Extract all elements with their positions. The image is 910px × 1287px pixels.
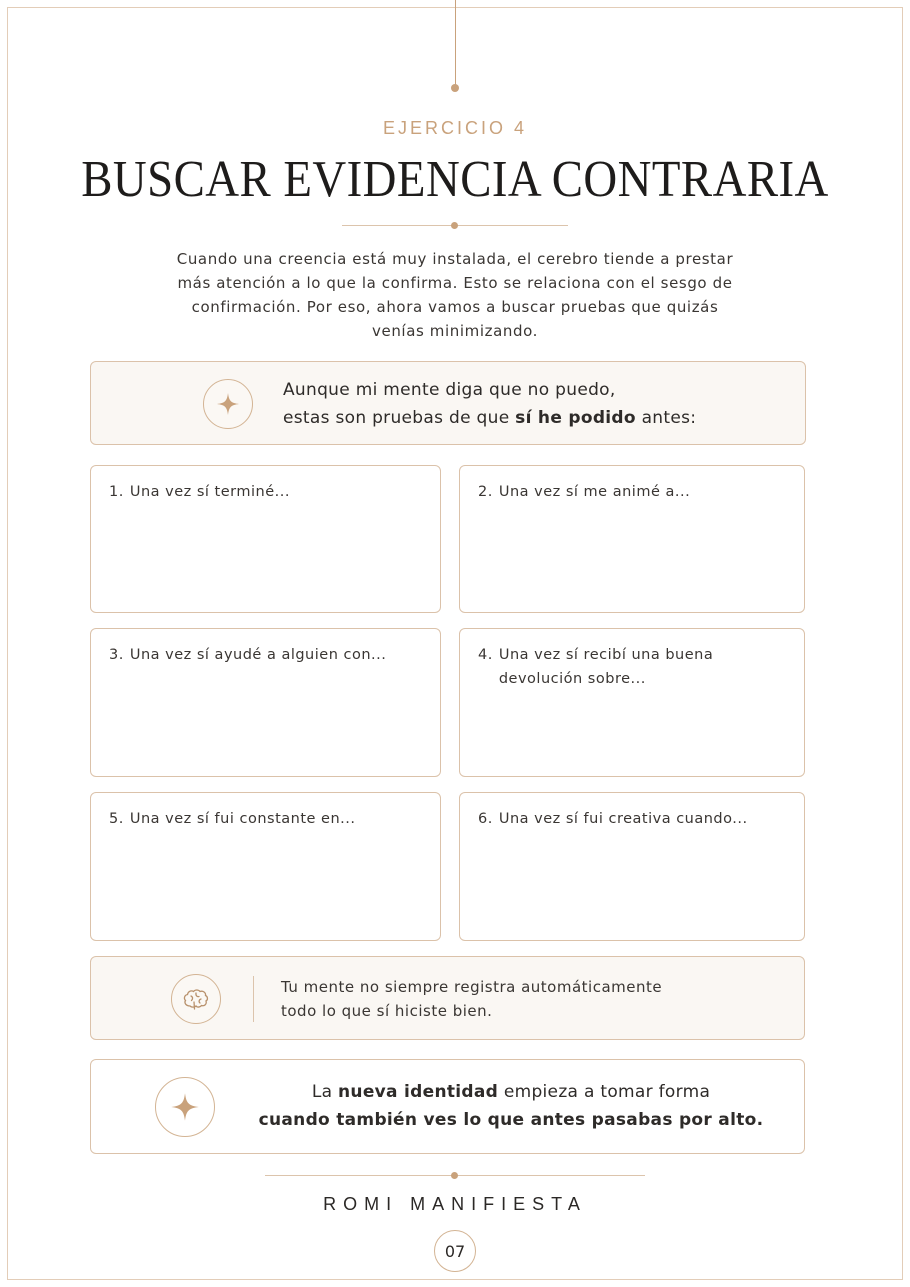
affirmation-line-1: Aunque mi mente diga que no puedo, (283, 380, 616, 400)
evidence-box-2[interactable] (459, 465, 805, 613)
closing-line-2: cuando también ves lo que antes pasabas por alto. (258, 1110, 764, 1130)
sparkle-icon (155, 1077, 215, 1137)
evidence-prompt: 2. Una vez sí me animé a... (478, 484, 691, 500)
evidence-prompt: 6. Una vez sí fui creativa cuando... (478, 811, 748, 827)
evidence-box-6[interactable] (459, 792, 805, 941)
tip-text (281, 975, 662, 1023)
page-title: BUSCAR EVIDENCIA CONTRARIA (81, 151, 829, 208)
evidence-box-5[interactable] (90, 792, 441, 941)
hanging-line (455, 0, 456, 86)
affirmation-text (283, 376, 696, 432)
tip-line-2: todo lo que sí hiciste bien. (281, 1002, 493, 1020)
footer-divider-dot (451, 1172, 458, 1179)
intro-line: confirmación. Por eso, ahora vamos a buscar pruebas que quizás (191, 298, 719, 316)
evidence-prompt: 3. Una vez sí ayudé a alguien con... (109, 647, 387, 663)
tip-panel (90, 956, 805, 1040)
exercise-kicker: EJERCICIO 4 (382, 118, 528, 138)
closing-emphasis: nueva identidad (338, 1082, 499, 1102)
intro-line: Cuando una creencia está muy instalada, el cerebro tiende a prestar (176, 250, 734, 268)
intro-line: venías minimizando. (372, 322, 538, 340)
closing-panel (90, 1059, 805, 1154)
page-number: 07 (434, 1230, 476, 1272)
affirmation-line-2: estas son pruebas de que sí he podido antes: (283, 408, 697, 428)
evidence-prompt: 5. Una vez sí fui constante en... (109, 811, 356, 827)
sparkle-icon (203, 379, 253, 429)
title-divider-dot (451, 222, 458, 229)
closing-line-1: La nueva identidad empieza a tomar forma (311, 1082, 711, 1102)
evidence-box-3[interactable] (90, 628, 441, 777)
hanging-dot (451, 84, 459, 92)
intro-paragraph (130, 247, 780, 343)
evidence-prompt: 4. Una vez sí recibí una buena devolución sobre... (478, 647, 714, 687)
brand-name: ROMI MANIFIESTA (323, 1194, 587, 1214)
closing-text (221, 1078, 801, 1134)
evidence-box-1[interactable] (90, 465, 441, 613)
evidence-box-4[interactable] (459, 628, 805, 777)
tip-line-1: Tu mente no siempre registra automáticamente (281, 978, 663, 996)
affirmation-panel (90, 361, 806, 445)
evidence-prompt: 1. Una vez sí terminé... (109, 484, 290, 500)
brain-icon (171, 974, 221, 1024)
affirmation-emphasis: sí he podido (515, 408, 636, 428)
tip-divider (253, 976, 254, 1022)
intro-line: más atención a lo que la confirma. Esto se relaciona con el sesgo de (177, 274, 733, 292)
